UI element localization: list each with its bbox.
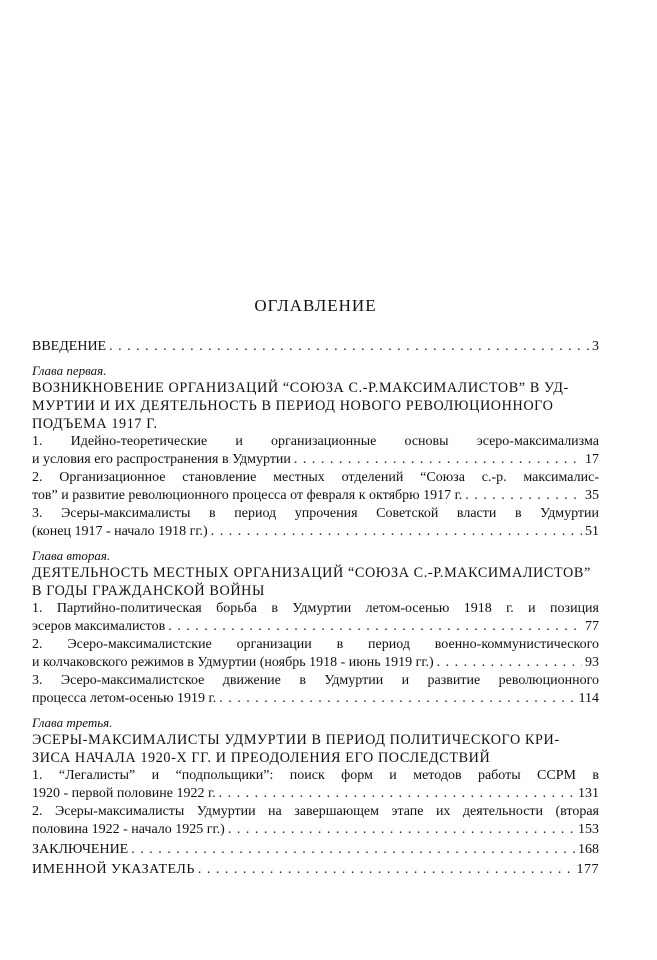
toc-item[interactable] (32, 433, 599, 469)
toc-page-number: 114 (578, 691, 599, 706)
leader-dots (228, 821, 575, 839)
toc-item-line: и условия его распространения в Удмуртии (32, 452, 291, 467)
toc-item-line: половина 1922 - начало 1925 гг.) (32, 822, 225, 837)
toc-item[interactable] (32, 636, 599, 672)
toc-entry-index[interactable] (32, 861, 599, 879)
toc-item-line: процесса летом-осенью 1919 г. (32, 691, 217, 706)
toc-page-number: 177 (576, 862, 599, 877)
toc-page-number: 77 (585, 619, 599, 634)
toc-entry-label: ЗАКЛЮЧЕНИЕ (32, 842, 129, 857)
chapter-label: Глава вторая. (32, 548, 111, 563)
toc-item-line: 3. Эсеро-максималистское движение в Удмуртии и развитие революционного (32, 673, 599, 688)
chapter-title-line: МУРТИИ И ИХ ДЕЯТЕЛЬНОСТЬ В ПЕРИОД НОВОГО РЕВОЛЮЦИОННОГО (32, 398, 554, 414)
chapter-title (32, 564, 599, 600)
chapter-title-line: В ГОДЫ ГРАЖДАНСКОЙ ВОЙНЫ (32, 583, 265, 599)
toc-item-line: 1. “Легалисты” и “подпольщики”: поиск форм и методов работы ССРМ в (32, 768, 599, 783)
toc-item[interactable] (32, 505, 599, 541)
leader-dots (465, 487, 582, 505)
toc-item-line: 2. Эсеро-максималистские организации в период военно-коммунистического (32, 637, 599, 652)
leader-dots (109, 338, 589, 356)
toc-item[interactable] (32, 767, 599, 803)
toc-item-line: 1. Идейно-теоретические и организационные основы эсеро-максимализма (32, 434, 599, 449)
page-title: ОГЛАВЛЕНИЕ (254, 296, 377, 315)
toc-page-number: 153 (578, 822, 599, 837)
toc-page-number: 3 (592, 339, 599, 354)
leader-dots (294, 451, 582, 469)
toc-item[interactable] (32, 672, 599, 708)
chapter-title-line: ЗИСА НАЧАЛА 1920-Х ГГ. И ПРЕОДОЛЕНИЯ ЕГО ПОСЛЕДСТВИЙ (32, 750, 491, 766)
chapter-title-line: ПОДЪЕМА 1917 Г. (32, 416, 158, 432)
toc-entry-label: ИМЕННОЙ УКАЗАТЕЛЬ (32, 862, 195, 877)
toc-entry-label: ВВЕДЕНИЕ (32, 339, 107, 354)
toc-item-line: 3. Эсеры-максималисты в период упрочения Советской власти в Удмуртии (32, 506, 599, 521)
leader-dots (211, 523, 582, 541)
toc-item-line: тов” и развитие революционного процесса от февраля к октябрю 1917 г. (32, 488, 463, 503)
chapter-title (32, 731, 599, 767)
toc-item[interactable] (32, 600, 599, 636)
toc-page-number: 51 (585, 524, 599, 539)
toc-page-number: 17 (585, 452, 599, 467)
toc-item-line: 2. Организационное становление местных отделений “Союза с.-р. максималис- (32, 470, 599, 485)
chapter-title-line: ДЕЯТЕЛЬНОСТЬ МЕСТНЫХ ОРГАНИЗАЦИЙ “СОЮЗА С.-Р.МАКСИМАЛИСТОВ” (32, 565, 591, 581)
chapter-title-line: ВОЗНИКНОВЕНИЕ ОРГАНИЗАЦИЙ “СОЮЗА С.-Р.МАКСИМАЛИСТОВ” В УД- (32, 380, 569, 396)
chapter-title-line: ЭСЕРЫ-МАКСИМАЛИСТЫ УДМУРТИИ В ПЕРИОД ПОЛИТИЧЕСКОГО КРИ- (32, 732, 560, 748)
leader-dots (168, 618, 582, 636)
toc-page-number: 168 (578, 842, 599, 857)
toc-item-line: 2. Эсеры-максималисты Удмуртии на завершающем этапе их деятельности (вторая (32, 804, 599, 819)
toc-item-line: (конец 1917 - начало 1918 гг.) (32, 524, 208, 539)
toc-entry-intro[interactable] (32, 338, 599, 356)
leader-dots (219, 690, 575, 708)
toc-page-number: 131 (578, 786, 599, 801)
toc-page (32, 296, 599, 879)
toc-item-line: 1920 - первой половине 1922 г. (32, 786, 216, 801)
chapter-title (32, 379, 599, 433)
toc-page-number: 93 (585, 655, 599, 670)
toc-item[interactable] (32, 469, 599, 505)
leader-dots (219, 785, 575, 803)
leader-dots (198, 861, 574, 879)
chapter-label: Глава первая. (32, 363, 107, 378)
toc-item-line: 1. Партийно-политическая борьба в Удмуртии летом-осенью 1918 г. и позиция (32, 601, 599, 616)
toc-item-line: и колчаковского режимов в Удмуртии (ноябрь 1918 - июнь 1919 гг.) (32, 655, 434, 670)
toc-page-number: 35 (585, 488, 599, 503)
toc-entry-conclusion[interactable] (32, 841, 599, 859)
leader-dots (437, 654, 582, 672)
toc-item[interactable] (32, 803, 599, 839)
chapter-label: Глава третья. (32, 715, 113, 730)
leader-dots (131, 841, 575, 859)
toc-item-line: эсеров максималистов (32, 619, 166, 634)
